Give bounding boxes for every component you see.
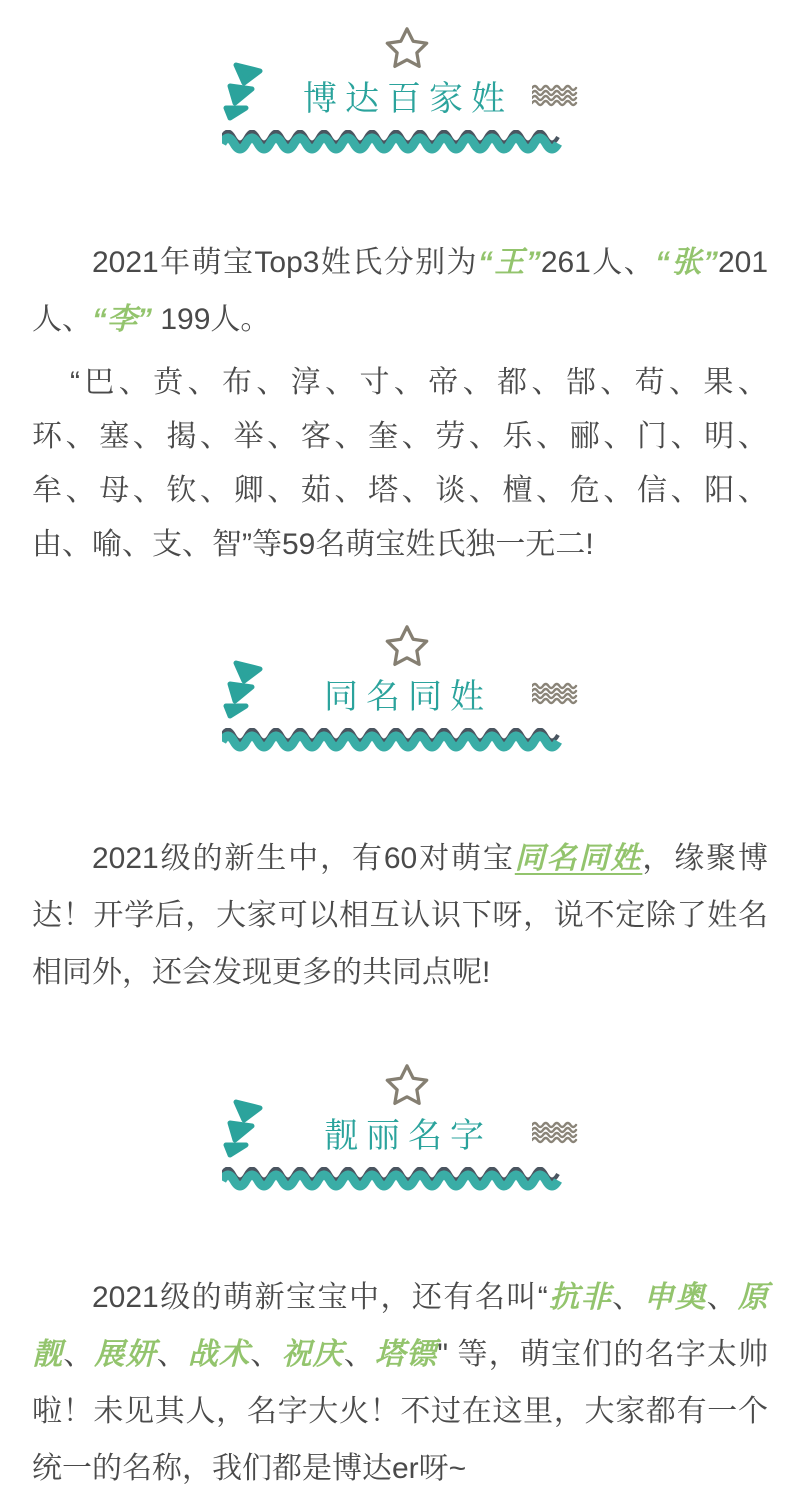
char: 、 — [401, 474, 432, 507]
char: 、 — [670, 420, 701, 453]
text-segment: 同名同姓 — [514, 842, 643, 875]
char: 阳 — [704, 474, 735, 507]
triple-wave-icon — [532, 681, 578, 705]
surname-line — [32, 464, 768, 518]
char: 举 — [233, 420, 264, 453]
star-icon — [236, 624, 578, 668]
brush-strokes-icon — [222, 59, 276, 121]
char: 钦 — [166, 474, 197, 507]
char: 布 — [221, 366, 252, 399]
text-segment: 展妍 — [94, 1338, 157, 1371]
char: 环 — [32, 420, 62, 453]
char: 、 — [737, 474, 768, 507]
char: 危 — [569, 474, 600, 507]
text-segment: 261人、 — [540, 246, 656, 279]
paragraph-same-names — [32, 830, 768, 1001]
char: 、 — [334, 420, 365, 453]
brush-strokes-icon — [222, 1096, 276, 1158]
char: 、 — [670, 474, 701, 507]
text-segment: 、 — [63, 1338, 95, 1371]
text-segment: 抗非 — [547, 1281, 613, 1314]
surname-line: 由、喻、支、智”等59名萌宝姓氏独一无二! — [32, 528, 594, 561]
char: 苟 — [634, 366, 665, 399]
char: 巴 — [84, 366, 115, 399]
text-segment: “王” — [477, 246, 541, 279]
text-segment: 祝庆 — [281, 1338, 344, 1371]
char: 、 — [737, 420, 768, 453]
char: 谈 — [435, 474, 466, 507]
triple-wave-icon — [532, 1120, 578, 1144]
text-segment: 、 — [156, 1338, 188, 1371]
section-title: 靓丽名字 — [324, 1116, 492, 1155]
char: 揭 — [166, 420, 197, 453]
text-segment: 申奥 — [643, 1281, 707, 1314]
text-segment: 、 — [343, 1338, 376, 1371]
char: 、 — [401, 420, 432, 453]
char: 客 — [300, 420, 331, 453]
section-header-tongming — [222, 624, 578, 752]
char: 、 — [65, 420, 96, 453]
section-header-baijiaxing — [222, 26, 578, 154]
char: 、 — [531, 366, 562, 399]
paragraph-unique-surnames — [32, 356, 768, 572]
char: 、 — [187, 366, 218, 399]
text-segment: “李” — [92, 303, 152, 336]
char: 、 — [267, 474, 298, 507]
char: 乐 — [502, 420, 533, 453]
char: 、 — [468, 474, 499, 507]
char: 、 — [468, 420, 499, 453]
char: 卿 — [233, 474, 264, 507]
char: 郦 — [569, 420, 600, 453]
star-icon — [236, 26, 578, 70]
text-segment: 199人。 — [152, 303, 271, 336]
char: 塔 — [368, 474, 399, 507]
char: 帝 — [428, 366, 459, 399]
text-segment: 战术 — [187, 1338, 251, 1371]
char: 都 — [497, 366, 528, 399]
char: 奎 — [368, 420, 399, 453]
char: 、 — [325, 366, 356, 399]
char: 、 — [600, 366, 631, 399]
text-segment: “张” — [655, 246, 718, 279]
text-segment: 塔镖 — [375, 1338, 438, 1371]
char: 、 — [462, 366, 493, 399]
char: 、 — [603, 474, 634, 507]
char: 、 — [603, 420, 634, 453]
section-header-liangli — [222, 1063, 578, 1191]
char: 寸 — [359, 366, 390, 399]
char: 明 — [704, 420, 735, 453]
wave-divider — [222, 130, 578, 154]
text-segment: 2021年萌宝Top3姓氏分别为 — [92, 246, 478, 279]
char: 郜 — [565, 366, 596, 399]
section-title: 同名同姓 — [324, 677, 492, 716]
text-segment: 2021级的萌新宝宝中，还有名叫“ — [92, 1281, 548, 1314]
star-icon — [236, 1063, 578, 1107]
text-segment: 、 — [612, 1281, 644, 1314]
wave-divider — [222, 728, 578, 752]
char: 檀 — [502, 474, 533, 507]
wave-divider — [222, 1167, 578, 1191]
char: 果 — [703, 366, 734, 399]
text-segment: ，缘聚博达！开学后，大家可以相互认识下呀，说不定除了姓名相同外，还会发现更多的共同点呢! — [32, 842, 769, 989]
surname-line — [32, 356, 768, 410]
char: 牟 — [32, 474, 62, 507]
brush-strokes-icon — [222, 657, 276, 719]
triple-wave-icon — [532, 83, 578, 107]
char: 门 — [636, 420, 667, 453]
char: 、 — [256, 366, 287, 399]
char: 淳 — [290, 366, 321, 399]
char: 、 — [200, 420, 231, 453]
char: 劳 — [435, 420, 466, 453]
char: 、 — [118, 366, 149, 399]
char: 信 — [636, 474, 667, 507]
text-segment: 、 — [250, 1338, 282, 1371]
char: 母 — [99, 474, 130, 507]
text-segment: 201人、 — [32, 246, 769, 336]
text-segment: " 等，萌宝们的名字太帅啦！未见其人，名字大火！不过在这里，大家都有一个统一的名称，我们都是博达er呀~ — [32, 1338, 769, 1485]
char: 、 — [200, 474, 231, 507]
char: 、 — [132, 420, 163, 453]
text-segment: 原靓 — [32, 1281, 769, 1371]
surname-line — [32, 410, 768, 464]
char: 茹 — [300, 474, 331, 507]
char: 塞 — [99, 420, 130, 453]
char: 贲 — [153, 366, 184, 399]
char: 、 — [267, 420, 298, 453]
text-segment: 、 — [706, 1281, 739, 1314]
char: 、 — [536, 474, 567, 507]
char: 、 — [334, 474, 365, 507]
char: 、 — [536, 420, 567, 453]
char: 、 — [65, 474, 96, 507]
paragraph-top3-surnames — [32, 234, 768, 348]
paragraph-pretty-names — [32, 1269, 768, 1497]
char: 、 — [669, 366, 700, 399]
char: 、 — [132, 474, 163, 507]
section-title: 博达百家姓 — [303, 79, 513, 118]
char: “ — [70, 366, 80, 399]
char: 、 — [393, 366, 424, 399]
char: 、 — [737, 366, 768, 399]
text-segment: 2021级的新生中，有60对萌宝 — [92, 842, 515, 875]
